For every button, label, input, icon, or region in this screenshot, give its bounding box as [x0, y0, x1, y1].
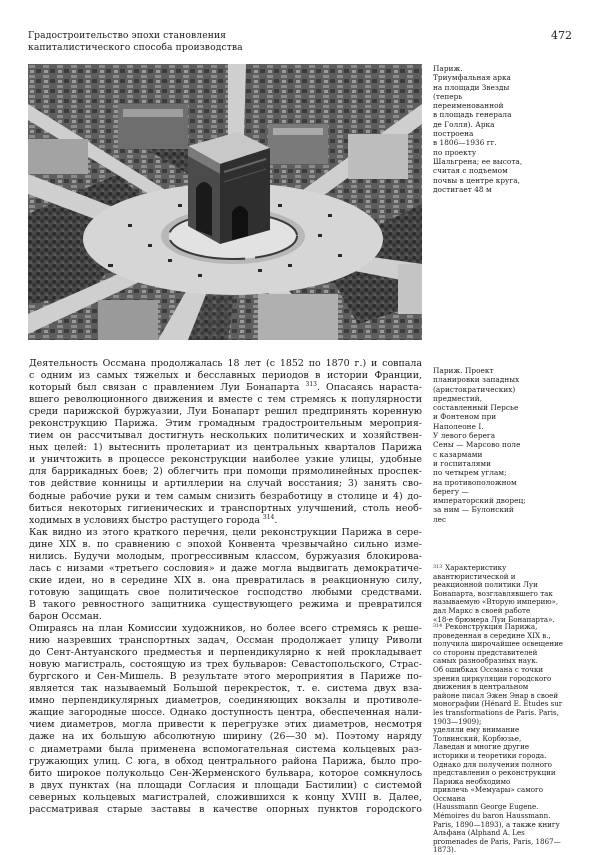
arc-de-triomphe-photo — [28, 64, 422, 340]
footnote-line: 1873). — [433, 845, 457, 855]
caption-line: составленный Персье — [433, 403, 519, 413]
caption-line: У левого берега — [433, 431, 496, 441]
side-caption-plan — [433, 366, 593, 524]
body-text-line: барон Оссман. — [29, 610, 102, 622]
body-text-line: ных целей: 1) вытеснить пролетариат из центральных кварталов Парижа — [29, 442, 422, 454]
body-text-line: даже на их большую абсолютную ширину (26—30 м). Поэтому наряду — [29, 731, 422, 743]
footnote-line: движения в центральном — [433, 682, 529, 692]
body-text-line: биться некоторых гигиенических и транспортных улучшений, столь необ- — [29, 502, 422, 514]
footnote-line: (Haussmann George Eugene. — [433, 802, 539, 812]
footnote-313 — [433, 564, 595, 624]
footnote-line: Об ошибках Оссмана с точки — [433, 664, 544, 674]
footnote-line: Mémoires du baron Haussmann. — [433, 811, 551, 821]
footnote-line: уделяли ему внимание — [433, 725, 520, 735]
body-text-line: готовую защищать свое политическое господство любыми средствами. — [29, 586, 422, 598]
body-text-line: бодные рабочие руки и тем самым снизить безработицу в столице и 4) до- — [29, 490, 422, 502]
body-text-line: который был связан с правлением Луи Бонапарта $^{313}$. Опасаясь нараста- — [29, 381, 422, 394]
footnote-line: les transformations de Paris. Paris, — [433, 707, 559, 717]
footnote-line: $^{314}$ Реконструкция Парижа, — [433, 622, 538, 631]
body-text-line: нились. Будучи молодым, прогрессивным классом, буржуазия блокирова- — [29, 550, 422, 562]
caption-line: достигает 48 м — [433, 184, 492, 194]
footnote-line: $^{313}$ Характеристику — [433, 563, 507, 572]
caption-line: Наполеоне I. — [433, 421, 484, 431]
footnote-number: 314 — [433, 624, 443, 629]
body-text-line: нию назревших транспортных задач, Оссман продолжает улицу Риволи — [29, 635, 422, 647]
footnote-line: представления о реконструкции — [433, 768, 556, 778]
footnote-line: Paris, 1890—1893), а также книгу — [433, 819, 560, 829]
footnote-line: Парижа необходимо — [433, 776, 511, 786]
arc-de-triomphe — [188, 132, 270, 244]
body-text-line: среди парижской буржуазии, Луи Бонапарт решил предпринять коренную — [29, 406, 422, 418]
footnote-line: 1903—1909); — [433, 716, 482, 726]
body-text-line: ходимых в условиях быстро растущего города $^{314}$. — [29, 513, 278, 526]
body-text-line: ские идеи, но в середине XIX в. она превратилась в реакционную силу, — [29, 574, 422, 586]
caption-line: и Фонтеном при — [433, 412, 497, 422]
body-text-line: имно перпендикулярных диаметров, соединяющих вокзалы и противоле- — [29, 695, 422, 707]
caption-line: считая с подъемом — [433, 166, 508, 176]
body-text-line: Как видно из этого краткого перечня, цели реконструкции Парижа в сере- — [29, 526, 422, 538]
body-text — [29, 358, 422, 816]
caption-line: в площадь генерала — [433, 110, 512, 120]
caption-line: построена — [433, 129, 474, 139]
running-head-line: Градостроительство эпохи становления — [28, 30, 227, 41]
footnote-line: Оссмана — [433, 793, 466, 803]
footnote-line: Лаведан и многие другие — [433, 742, 530, 752]
body-text-line: тием он рассчитывал достигнуть нескольких политических и хозяйствен- — [29, 430, 422, 442]
footnote-line: называемую «Вторую империю», — [433, 597, 559, 607]
footnote-line: авантюристической и — [433, 571, 516, 581]
body-text-line: чием диаметров, могла привести к перегрузке этих диаметров, несмотря — [29, 719, 422, 731]
footnote-line: со стороны представителей — [433, 647, 538, 657]
body-text-line: реконструкцию Парижа. Этим громадным градостроительным мероприя- — [29, 418, 422, 430]
body-text-line: вшего революционного движения и вместе с тем стремясь к популярности — [29, 394, 422, 406]
footnote-line: районе писал Эжен Энар в своей — [433, 690, 559, 700]
body-text-line: является так называемый Большой перекресток, т. е. система двух вза- — [29, 683, 422, 695]
footnote-number: 313 — [433, 565, 443, 570]
caption-line: и госпиталями — [433, 458, 492, 468]
footnote-line: получила широчайшее освещение — [433, 639, 563, 649]
caption-line: по четырем углам; — [433, 468, 507, 478]
footnote-line: зрения циркуляции городского — [433, 673, 552, 683]
caption-line: Шальгрена; ее высота, — [433, 156, 523, 166]
footnote-line: реакционной политики Луи — [433, 580, 538, 590]
body-text-line: бургского и Сен-Мишель. В результате этого мероприятия в Париже по- — [29, 671, 422, 683]
body-text-line: с одним из самых тяжелых и бесславных периодов в истории Франции, — [29, 370, 422, 382]
body-text-line: северных кольцевых магистралей, сложившихся к концу XVIII в. Далее, — [29, 791, 422, 803]
body-text-line: Опираясь на план Комиссии художников, но более всего стремясь к реше- — [29, 623, 422, 635]
footnote-line: монографии (Hénard E. Études sur — [433, 699, 563, 709]
body-text-line: рассматривая старые заставы в качестве опорных пунктов городского — [29, 803, 422, 815]
body-text-line: жащие загородные шоссе. Однако доступность центра, обеспеченная нали- — [29, 707, 422, 719]
caption-line: лес — [433, 514, 447, 524]
body-text-line: в двух пунктах (на площади Согласия и площади Бастилии) с системой — [29, 779, 422, 791]
footnote-line: «18-е брюмера Луи Бонапарта». — [433, 614, 555, 624]
body-text-line: новую магистраль, состоящую из трех бульваров: Севастопольского, Страс- — [29, 659, 422, 671]
caption-line: планировки западных — [433, 375, 520, 385]
footnote-line: проведенная в середине XIX в., — [433, 630, 551, 640]
footnote-reference[interactable]: 314 — [262, 513, 275, 521]
caption-line: переименованной — [433, 101, 504, 111]
caption-line: с казармами — [433, 449, 483, 459]
body-text-line: для баррикадных боев; 2) облегчить при помощи прямолинейных проспек- — [29, 466, 422, 478]
footnote-reference[interactable]: 313 — [305, 381, 317, 389]
running-head-line: капиталистического способа производства — [28, 41, 243, 53]
caption-line: Париж. — [433, 64, 463, 73]
body-text-line: В такого ревностного защитника существующего режима и превратился — [29, 598, 422, 610]
footnote-line: Однако для получения полного — [433, 759, 552, 769]
footnote-314 — [433, 623, 595, 855]
page-number: 472 — [551, 29, 572, 42]
body-text-line: дине XIX в. по сравнению с эпохой Конвента чрезвычайно сильно изме- — [29, 538, 422, 550]
body-text-line: с диаметрами была применена вспомогательная система кольцевых раз- — [29, 743, 422, 755]
caption-line: Сены — Марсово поле — [433, 440, 521, 450]
caption-line: Париж. Проект — [433, 366, 494, 375]
figure-caption — [433, 64, 593, 194]
caption-line: (аристократических) — [433, 384, 516, 394]
caption-line: де Голля). Арка — [433, 119, 495, 129]
footnote-line: историки и теоретики города. — [433, 750, 547, 760]
body-text-line: гружающих улиц. С юга, в обход центрального района Парижа, было про- — [29, 755, 422, 767]
footnote-line: привлечь «Мемуары» самого — [433, 785, 543, 795]
footnote-line: Толвинский, Корбюзье, — [433, 733, 522, 743]
body-text-line: бито широкое полукольцо Сен-Жерменского бульвара, которое сомкнулось — [29, 767, 422, 779]
footnote-line: самых разнообразных наук. — [433, 656, 538, 666]
caption-line: на площади Звезды — [433, 82, 510, 92]
body-text-line: и уничтожить в процессе реконструкции наиболее узкие улицы, удобные — [29, 454, 422, 466]
aerial-photo-illustration — [28, 64, 422, 340]
body-text-line: тов действие конницы и артиллерии на случай восстания; 3) занять сво- — [29, 478, 422, 490]
caption-line: предместий, — [433, 393, 483, 403]
footnote-line: Альфана (Alphand A. Les — [433, 828, 525, 838]
body-text-line: Деятельность Оссмана продолжалась 18 лет (с 1852 по 1870 г.) и совпала — [29, 358, 422, 369]
caption-line: Триумфальная арка — [433, 73, 511, 83]
caption-line: по проекту — [433, 147, 477, 157]
body-text-line: до Сент-Антуанского предместья и перпендикулярно к ней прокладывает — [29, 647, 422, 659]
footnote-line: Бонапарта, возглавлявшего так — [433, 588, 553, 598]
running-head — [28, 30, 243, 53]
footnote-line: дал Маркс в своей работе — [433, 605, 531, 615]
caption-line: берегу — — [433, 486, 469, 496]
footnote-line: promenades de Paris, Paris, 1867— — [433, 836, 561, 846]
caption-line: императорский дворец; — [433, 496, 526, 506]
caption-line: на противоположном — [433, 477, 517, 487]
caption-line: за ним — Булонский — [433, 505, 514, 515]
caption-line: (теперь — [433, 91, 463, 101]
caption-line: почвы в центре круга, — [433, 175, 521, 185]
body-text-line: лась с низами «третьего сословия» и даже могла выдвигать демократиче- — [29, 562, 422, 574]
caption-line: в 1806—1936 гг. — [433, 138, 497, 148]
